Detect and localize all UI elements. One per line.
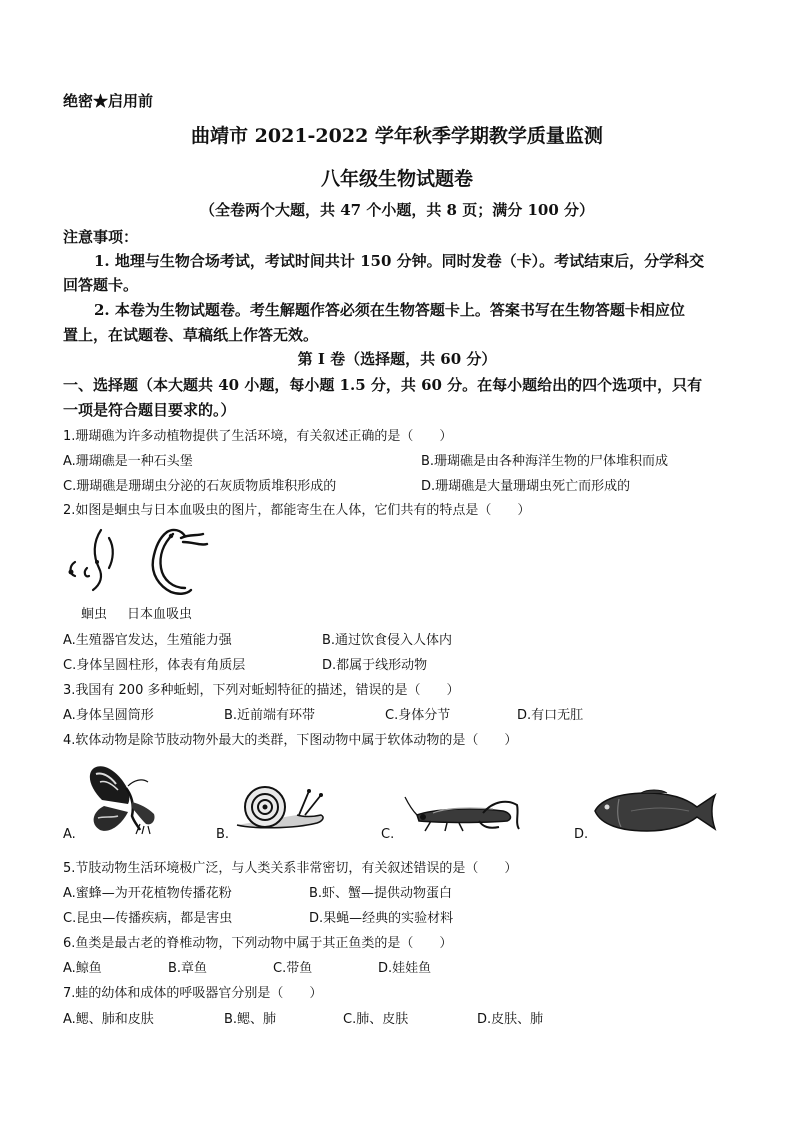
question-4-option-d-label: D. xyxy=(574,827,589,842)
question-6-option-b: B.章鱼 xyxy=(168,961,208,976)
question-6-option-d: D.娃娃鱼 xyxy=(378,961,432,976)
exam-info: （全卷两个大题，共 47 个小题，共 8 页；满分 100 分） xyxy=(200,201,594,219)
question-3-option-d: D.有口无肛 xyxy=(517,708,584,723)
caption-roundworm: 蛔虫 xyxy=(81,607,108,622)
question-7-option-d: D.皮肤、肺 xyxy=(477,1012,544,1027)
exam-subtitle: 八年级生物试题卷 xyxy=(320,168,473,190)
question-1-option-a: A.珊瑚礁是一种石头堡 xyxy=(63,454,193,469)
butterfly-illustration xyxy=(82,760,172,835)
grasshopper-illustration xyxy=(403,795,523,833)
note-2-line-2: 置上，在试题卷、草稿纸上作答无效。 xyxy=(63,326,319,344)
exam-title: 曲靖市 2021-2022 学年秋季学期教学质量监测 xyxy=(191,125,603,147)
question-5-option-b: B.虾、蟹—提供动物蛋白 xyxy=(309,886,453,901)
notes-heading: 注意事项： xyxy=(63,228,139,246)
question-5-option-c: C.昆虫—传播疾病，都是害虫 xyxy=(63,911,233,926)
section-intro-line-2: 一项是符合题目要求的。） xyxy=(63,401,236,419)
question-4-option-b-label: B. xyxy=(216,827,230,842)
question-7-stem: 7.蛙的幼体和成体的呼吸器官分别是（ ） xyxy=(63,986,323,1001)
question-3-stem: 3.我国有 200 多种蚯蚓，下列对蚯蚓特征的描述，错误的是（ ） xyxy=(63,683,460,698)
question-5-option-d: D.果蝇—经典的实验材料 xyxy=(309,911,454,926)
question-3-option-a: A.身体呈圆筒形 xyxy=(63,708,154,723)
note-1-line-1: 1. 地理与生物合场考试，考试时间共计 150 分钟。同时发卷（卡）。考试结束后，分学科交 xyxy=(94,252,705,270)
question-1-option-d: D.珊瑚礁是大量珊瑚虫死亡而形成的 xyxy=(421,479,631,494)
question-4-option-a-label: A. xyxy=(63,827,76,842)
question-5-stem: 5.节肢动物生活环境极广泛，与人类关系非常密切，有关叙述错误的是（ ） xyxy=(63,861,518,876)
question-7-option-b: B.鳃、肺 xyxy=(224,1012,277,1027)
question-4-stem: 4.软体动物是除节肢动物外最大的类群，下图动物中属于软体动物的是（ ） xyxy=(63,733,518,748)
note-2-line-1: 2. 本卷为生物试题卷。考生解题作答必须在生物答题卡上。答案书写在生物答题卡相应位 xyxy=(94,301,685,319)
section-title: 第 I 卷（选择题，共 60 分） xyxy=(297,350,497,368)
question-5-option-a: A.蜜蜂—为开花植物传播花粉 xyxy=(63,886,232,901)
question-2-option-c: C.身体呈圆柱形，体表有角质层 xyxy=(63,658,246,673)
note-1-line-2: 回答题卡。 xyxy=(63,276,139,294)
question-2-option-d: D.都属于线形动物 xyxy=(322,658,428,673)
question-3-option-b: B.近前端有环带 xyxy=(224,708,316,723)
confidential-mark: 绝密★启用前 xyxy=(63,92,154,110)
question-1-option-b: B.珊瑚礁是由各种海洋生物的尸体堆积而成 xyxy=(421,454,669,469)
question-2-option-b: B.通过饮食侵入人体内 xyxy=(322,633,453,648)
question-1-stem: 1.珊瑚礁为许多动植物提供了生活环境，有关叙述正确的是（ ） xyxy=(63,429,453,444)
parasite-worms-illustration xyxy=(63,524,213,602)
roundworm-drawing xyxy=(69,530,113,590)
question-2-stem: 2.如图是蛔虫与日本血吸虫的图片，都能寄生在人体，它们共有的特点是（ ） xyxy=(63,503,531,518)
fish-illustration xyxy=(591,789,719,835)
question-6-option-a: A.鲸鱼 xyxy=(63,961,102,976)
question-7-option-c: C.肺、皮肤 xyxy=(343,1012,409,1027)
snail-illustration xyxy=(233,783,329,833)
section-intro-line-1: 一、选择题（本大题共 40 小题，每小题 1.5 分，共 60 分。在每小题给出的四个选项中，只有 xyxy=(63,376,703,394)
schistosome-drawing xyxy=(153,530,207,594)
question-3-option-c: C.身体分节 xyxy=(385,708,451,723)
question-4-option-c-label: C. xyxy=(381,827,395,842)
question-6-option-c: C.带鱼 xyxy=(273,961,313,976)
question-2-option-a: A.生殖器官发达，生殖能力强 xyxy=(63,633,232,648)
question-1-option-c: C.珊瑚礁是珊瑚虫分泌的石灰质物质堆积形成的 xyxy=(63,479,337,494)
caption-schistosome: 日本血吸虫 xyxy=(127,607,193,622)
question-6-stem: 6.鱼类是最古老的脊椎动物，下列动物中属于其正鱼类的是（ ） xyxy=(63,936,453,951)
question-7-option-a: A.鳃、肺和皮肤 xyxy=(63,1012,154,1027)
